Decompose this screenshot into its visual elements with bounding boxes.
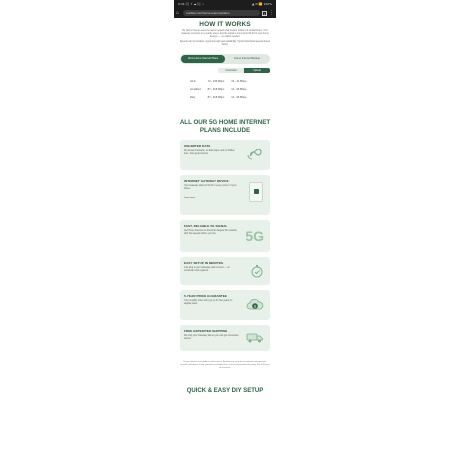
feature-card-gateway <box>180 175 270 215</box>
table-row <box>188 93 251 101</box>
feature-card-5g-signal <box>180 220 270 252</box>
speed-toggle-upload[interactable]: Upload <box>244 68 270 73</box>
speed-download: 72 - 245 Mbps <box>207 79 225 83</box>
feature-desc: We ship your Gateway fast so you can get connected sooner. <box>184 335 239 341</box>
status-left: 9:41 ⬛ ⚡ ☁ ⬛ • <box>178 2 204 6</box>
page-content <box>174 21 276 394</box>
speed-plan-name: Rely <box>190 95 196 99</box>
speed-upload: 15 - 31 Mbps <box>231 79 247 83</box>
feature-title: EASY SETUP IN MINUTES <box>184 261 224 266</box>
feature-title: UNLIMITED DATA <box>184 144 211 149</box>
speed-plan-name: Amplified <box>190 87 201 91</box>
browser-toolbar <box>174 8 276 18</box>
plan-toggle-all-in[interactable]: All-In Home Internet Plans <box>181 55 225 63</box>
how-paragraph-2: Speeds vary by location, signal strength and availability. Typical download speeds shown below. <box>179 41 271 47</box>
legal-footnote: Home Internet is available in select areas. Speeds may vary due to network management, location and device. Price guarantee excludes taxes, fees and promotional pricing. See full terms at checkout. <box>180 361 270 370</box>
status-bar <box>174 0 276 8</box>
table-row <box>188 85 251 93</box>
feature-desc: Your Gateway delivers Wi-Fi to every corner of your home. <box>184 185 237 191</box>
feature-desc: No annual contracts, no data caps, and no hidden fees. Just great internet. <box>184 150 235 156</box>
how-it-works-title: HOW IT WORKS <box>199 21 251 28</box>
feature-desc: Get Home Internet on America's largest 5G network, with fast speeds where you live. <box>184 230 238 236</box>
table-row <box>188 77 251 85</box>
how-paragraph-1: 5G Home Internet uses the same network that powers millions of smartphones. Your Gateway connects to a nearby tower, and the signal is turned into Wi-Fi for your home devices — no cables needed. <box>181 30 269 39</box>
dollar-cloud-icon <box>246 298 264 312</box>
quick-setup-title: QUICK & EASY DIY SETUP <box>186 388 264 395</box>
plan-toggle-backup[interactable]: Home Internet Backup <box>234 57 260 61</box>
feature-title: FREE EXPEDITED SHIPPING <box>184 329 228 334</box>
browser-menu-icon[interactable]: ⋮ <box>269 9 274 16</box>
svg-text:$: $ <box>253 304 257 309</box>
status-right: ▲ ✉ 📶 100% <box>252 2 272 6</box>
plans-include-title-line2: PLANS INCLUDE <box>199 127 251 135</box>
speed-direction-toggle <box>218 68 270 73</box>
feature-title: 5-YEAR PRICE GUARANTEE <box>184 294 228 299</box>
speed-toggle-download[interactable]: Download <box>218 68 244 73</box>
feature-card-unlimited-data <box>180 140 270 170</box>
plans-include-title-line1: ALL OUR 5G HOME INTERNET <box>179 119 271 127</box>
home-icon[interactable]: ⌂ <box>176 9 180 16</box>
plans-include-title <box>178 119 272 135</box>
stopwatch-icon <box>250 264 264 278</box>
phone-screen <box>174 0 276 450</box>
gateway-learn-more-link[interactable]: Learn more <box>184 197 196 200</box>
speed-table <box>188 77 251 101</box>
speed-download: 87 - 318 Mbps <box>207 87 225 91</box>
feature-card-easy-setup <box>180 257 270 285</box>
feature-title: INTERNET GATEWAY DEVICE <box>184 179 229 184</box>
plan-type-toggle <box>180 54 270 64</box>
speed-download: 87 - 318 Mbps <box>207 95 225 99</box>
5g-icon: 5G <box>245 228 264 245</box>
feature-card-free-shipping <box>180 325 270 351</box>
feature-title: FAST, RELIABLE 5G SIGNAL <box>184 224 228 229</box>
truck-icon <box>246 332 264 344</box>
speed-plan-name: All-In <box>190 79 196 83</box>
infinity-icon <box>246 149 264 161</box>
feature-card-price-guarantee <box>180 290 270 320</box>
speed-upload: 14 - 56 Mbps <box>231 95 247 99</box>
address-bar[interactable]: tmobile.com/home-internet/plans <box>183 10 260 16</box>
gateway-device-icon <box>249 182 263 202</box>
tab-count-button[interactable]: 1 <box>263 11 266 16</box>
speed-upload: 14 - 56 Mbps <box>231 87 247 91</box>
feature-desc: Just plug in your Gateway and connect — no technician visit required. <box>184 267 230 273</box>
feature-desc: Your monthly price won't go up for five years on eligible plans. <box>184 300 233 306</box>
